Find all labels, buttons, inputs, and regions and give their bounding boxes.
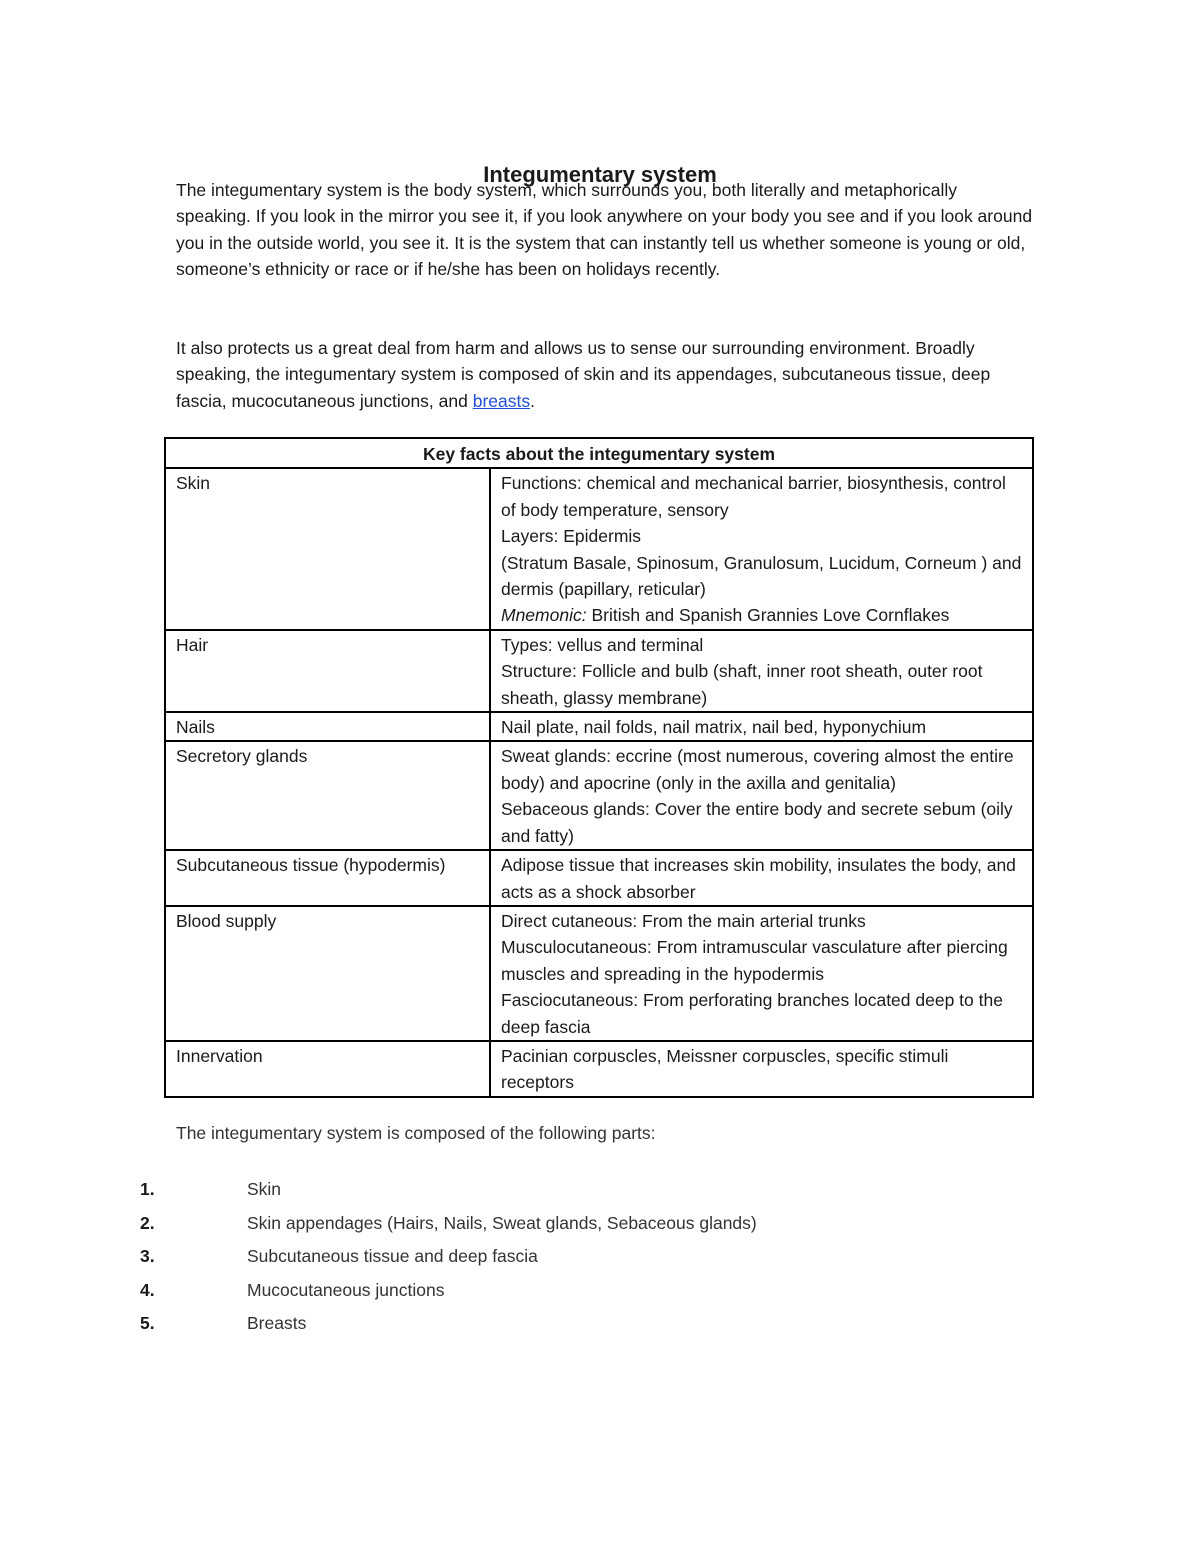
parts-intro: The integumentary system is composed of the following parts:	[176, 1123, 656, 1143]
hair-types: Types: vellus and terminal	[501, 634, 704, 655]
innervation-receptors: Pacinian corpuscles, Meissner corpuscles, specific stimuli receptors	[501, 1045, 949, 1093]
skin-layers: Layers: Epidermis	[501, 526, 642, 547]
page-title: Integumentary system	[483, 161, 717, 187]
row-content-secretory-glands	[490, 741, 1033, 850]
row-content-subcutaneous	[490, 850, 1033, 906]
row-label-subcutaneous: Subcutaneous tissue (hypodermis)	[165, 850, 490, 906]
nails-parts: Nail plate, nail folds, nail matrix, nail bed, hyponychium	[501, 717, 927, 738]
list-number: 4.	[140, 1279, 155, 1300]
row-label-blood-supply: Blood supply	[165, 906, 490, 1041]
list-text: Subcutaneous tissue and deep fascia	[247, 1246, 538, 1267]
musculocutaneous: Musculocutaneous: From intramuscular vasculature after piercing muscles and spreading in the hypodermis	[501, 937, 1008, 984]
table-row	[165, 630, 1033, 712]
table-row	[165, 906, 1033, 1041]
row-label-skin: Skin	[165, 468, 490, 629]
adipose-tissue: Adipose tissue that increases skin mobility, insulates the body, and acts as a shock absorber	[501, 855, 1016, 902]
sebaceous-glands: Sebaceous glands: Cover the entire body and secrete sebum (oily and fatty)	[501, 799, 1013, 846]
table-header: Key facts about the integumentary system	[165, 438, 1033, 468]
list-text: Skin appendages (Hairs, Nails, Sweat glands, Sebaceous glands)	[247, 1212, 757, 1233]
mnemonic-label: Mnemonic:	[501, 605, 587, 626]
list-number: 5.	[140, 1313, 155, 1334]
table-row	[165, 1041, 1033, 1097]
table-row	[165, 850, 1033, 906]
skin-strata: (Stratum Basale, Spinosum, Granulosum, Lucidum, Corneum ) and dermis (papillary, reticular)	[501, 552, 1022, 600]
fasciocutaneous: Fasciocutaneous: From perforating branches located deep to the deep fascia	[501, 990, 1003, 1037]
table-header-row	[165, 438, 1033, 468]
row-content-skin	[490, 468, 1033, 629]
table-row	[165, 468, 1033, 629]
list-number: 3.	[140, 1246, 155, 1267]
list-number: 2.	[140, 1212, 155, 1233]
intro-paragraph: The integumentary system is the body system, which surrounds you, both literally and metaphorically speaking. If you look in the mirror you see it, if you look anywhere on your body you see and if you look around you in the outside world, you see it. It is the system that can instantly tell us whether someone is young or old, someone’s ethnicity or race or if he/she has been on holidays recently.	[176, 180, 1033, 280]
protection-paragraph	[176, 335, 1036, 414]
breasts-link[interactable]: breasts	[472, 390, 531, 411]
row-label-secretory-glands: Secretory glands	[165, 741, 490, 850]
key-facts-table	[164, 437, 1034, 1098]
mnemonic-text: British and Spanish Grannies Love Cornflakes	[586, 605, 950, 626]
hair-structure: Structure: Follicle and bulb (shaft, inner root sheath, outer root sheath, glassy membrane)	[501, 661, 983, 708]
row-content-innervation	[490, 1041, 1033, 1097]
sweat-glands: Sweat glands: eccrine (most numerous, covering almost the entire body) and apocrine (only in the axilla and genitalia)	[501, 746, 1014, 793]
row-label-hair: Hair	[165, 630, 490, 712]
skin-functions: Functions: chemical and mechanical barrier, biosynthesis, control of body temperature, sensory	[501, 473, 1006, 520]
table-row	[165, 741, 1033, 850]
list-text: Breasts	[247, 1313, 307, 1334]
table-row	[165, 712, 1033, 741]
list-text: Skin	[247, 1179, 282, 1199]
row-content-hair	[490, 630, 1033, 712]
row-label-innervation: Innervation	[165, 1041, 490, 1097]
row-content-blood-supply	[490, 906, 1033, 1041]
skin-mnemonic	[501, 602, 1024, 628]
direct-cutaneous: Direct cutaneous: From the main arterial trunks	[501, 910, 866, 931]
protection-paragraph-text: It also protects us a great deal from harm and allows us to sense our surrounding environment. Broadly speaking, the integumentary system is composed of skin and its appendages, subcutaneous tissue, deep fascia, mucocutaneous junctions, and	[176, 338, 991, 411]
list-text: Mucocutaneous junctions	[247, 1279, 445, 1300]
list-number: 1.	[140, 1179, 155, 1199]
paragraph-end: .	[530, 390, 535, 411]
row-content-nails	[490, 712, 1033, 741]
row-label-nails: Nails	[165, 712, 490, 741]
